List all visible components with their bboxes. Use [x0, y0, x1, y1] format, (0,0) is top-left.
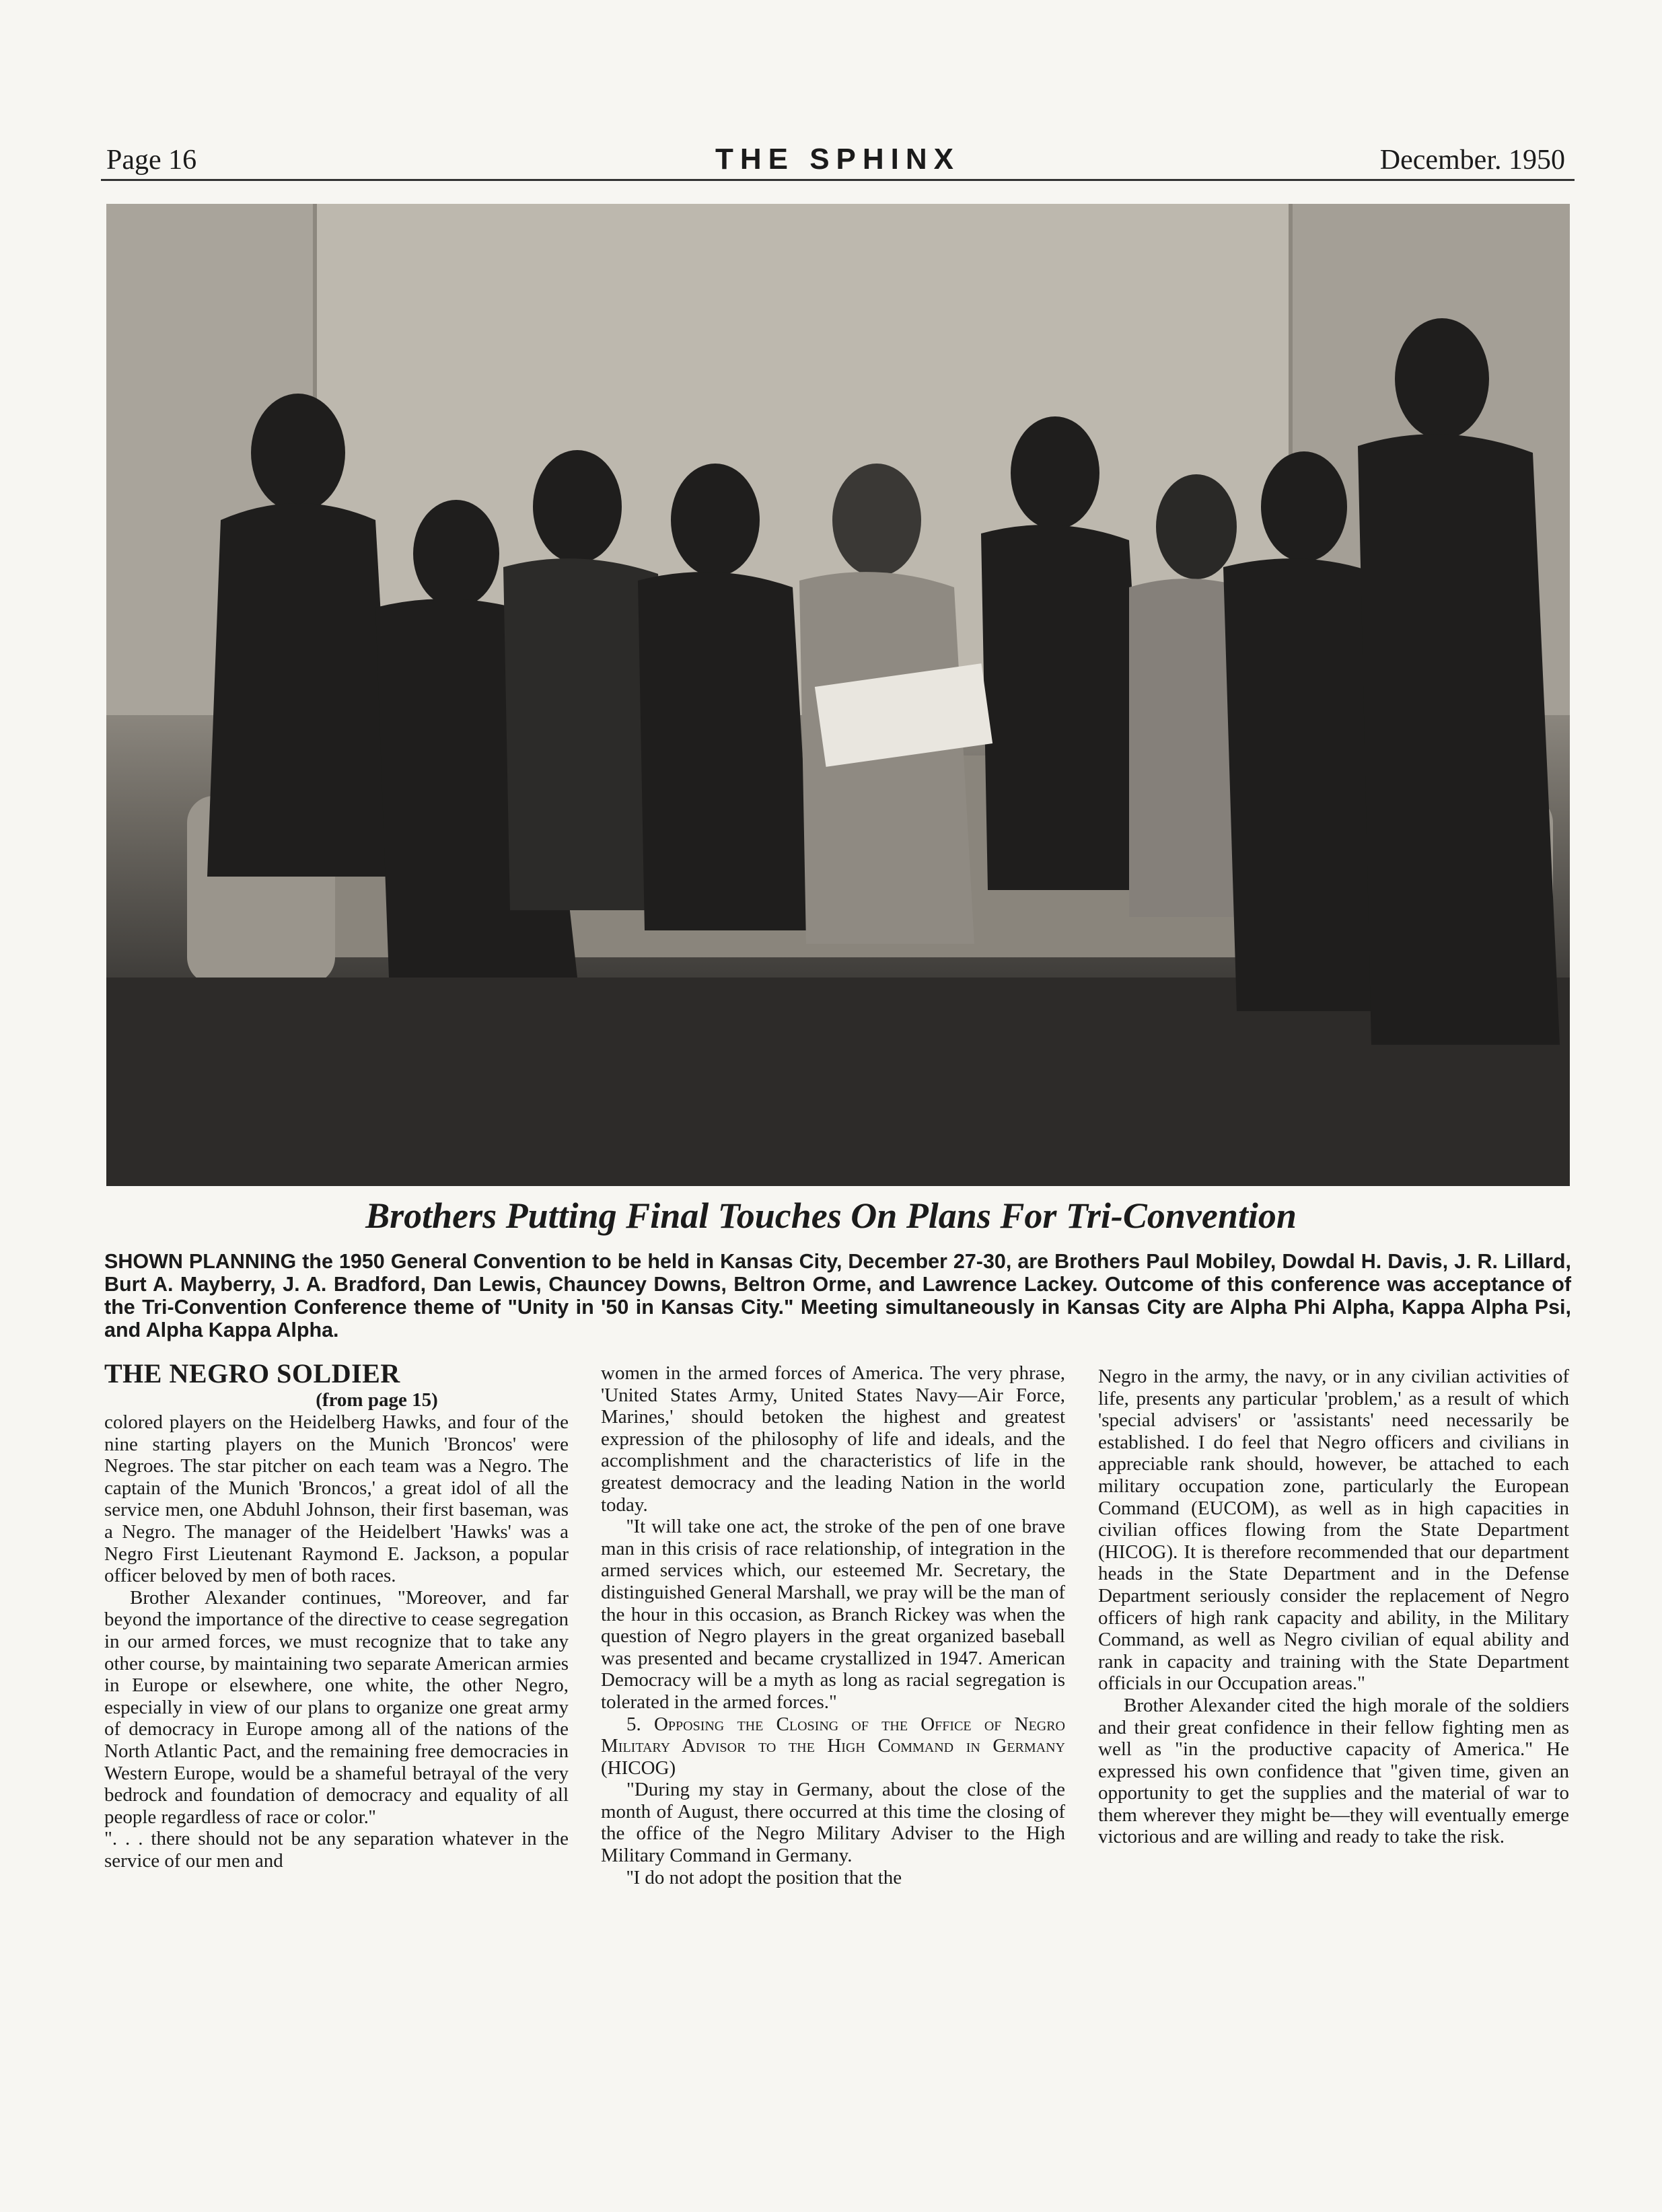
- article-column-1: [104, 1359, 569, 1872]
- paragraph: "During my stay in Germany, about the close of the month of August, there occurred at this time the closing of the office of the Negro Military Adviser to the High Military Command in Germany.: [601, 1779, 1065, 1867]
- paragraph: ''It will take one act, the stroke of the pen of one brave man in this crisis of race relationship, of integration in the armed services which, our esteemed Mr. Secretary, the distinguished General Marshall, we pray will be the man of the hour in this occasion, as Branch Rickey was when the question of Negro players in the great organized baseball was presented and became crystallized in 1947. American Democracy will be a myth as long as racial segregation is tolerated in the armed forces.": [601, 1516, 1065, 1713]
- page-header: [101, 141, 1575, 182]
- photo-caption-title: Brothers Putting Final Touches On Plans For Tri-Convention: [365, 1195, 1297, 1236]
- continued-from-note: (from page 15): [316, 1389, 438, 1411]
- paragraph: women in the armed forces of America. The very phrase, 'United States Army, United States Navy—Air Force, Marines,' should betoken the highest and greatest expression of the philosophy of life and ideals, and the accomplishment and the characteristics of life in the greatest democracy and the leading Nation in the world today.: [601, 1362, 1065, 1516]
- group-photo: [106, 204, 1570, 1186]
- paragraph: Brother Alexander continues, "Moreover, and far beyond the importance of the directive to cease segregation in our armed forces, we must recognize that to take any other course, by maintaining two separate American armies in Europe or elsewhere, one white, the other Negro, especially in view of our plans to organize one great army of democracy in Europe among all of the nations of the North Atlantic Pact, and the remaining free democracies in Western Europe, would be a shameful betrayal of the very bedrock and foundation of democracy and equality of all people regardless of race or color.'': [104, 1586, 569, 1828]
- paragraph: Brother Alexander cited the high morale of the soldiers and their great confidence in their fellow fighting men as well as "in the productive capacity of America." He expressed his own confidence that "given time, given an opportunity to get the supplies and the material of war to them wherever they might be—they will eventually emerge victorious and are willing and ready to take the risk.: [1098, 1694, 1569, 1848]
- paragraph: ". . . there should not be any separation whatever in the service of our men and: [104, 1828, 569, 1872]
- caption-lead: SHOWN PLANNING: [104, 1250, 297, 1273]
- article-headline: THE NEGRO SOLDIER: [104, 1358, 400, 1389]
- article-column-2: [601, 1362, 1065, 1888]
- caption-text: the 1950 General Convention to be held in Kansas City, December 27-30, are Brothers Paul Mobiley, Dowdal H. Davis, J. R. Lillard, Burt A. Mayberry, J. A. Bradford, Dan Lewis, Chauncey Downs, Beltron Orme, and Lawrence Lackey. Outcome of this conference was acceptance of the Tri-Convention Conference theme of "Unity in '50 in Kansas City." Meeting simultaneously in Kansas City are Alpha Phi Alpha, Kappa Alpha Psi, and Alpha Kappa Alpha.: [104, 1250, 1571, 1341]
- section-heading: 5. Opposing the Closing of the Office of Negro Military Advisor to the High Command in Germany (HICOG): [601, 1713, 1065, 1779]
- article-column-3: [1098, 1366, 1569, 1848]
- paragraph: colored players on the Heidelberg Hawks, and four of the nine starting players on the Munich 'Broncos' were Negroes. The star pitcher on each team was a Negro. The captain of the Munich 'Broncos,' a great idol of all the service men, one Abduhl Johnson, their first baseman, was a Negro. The manager of the Heidelbert 'Hawks' was a Negro First Lieutenant Raymond E. Jackson, a popular officer beloved by men of both races.: [104, 1411, 569, 1587]
- group-photo-illustration: [106, 204, 1570, 1186]
- header-rule: [101, 179, 1575, 181]
- page-number: Page 16: [106, 145, 197, 176]
- photo-caption: [104, 1250, 1571, 1341]
- issue-date: December. 1950: [1379, 145, 1565, 176]
- magazine-title: THE SPHINX: [715, 143, 961, 176]
- paragraph: Negro in the army, the navy, or in any civilian activities of life, presents any particular 'problem,' as a result of which 'special advisers' or 'assistants' need necessarily be established. I do feel that Negro officers and civilians in appreciable rank should, however, be attached to each military occupation zone, particularly the European Command (EUCOM), as well as in high capacities in civilian offices flowing from the State Department (HICOG). It is therefore recommended that our department heads in the State Department and in the Defense Department seriously consider the replacement of Negro officers of high rank capacity and ability, in the Military Command, as well as Negro civilian of equal ability and rank in capacity and training with the State Department officials in our Occupation areas.": [1098, 1366, 1569, 1695]
- paragraph: ''I do not adopt the position that the: [626, 1866, 902, 1888]
